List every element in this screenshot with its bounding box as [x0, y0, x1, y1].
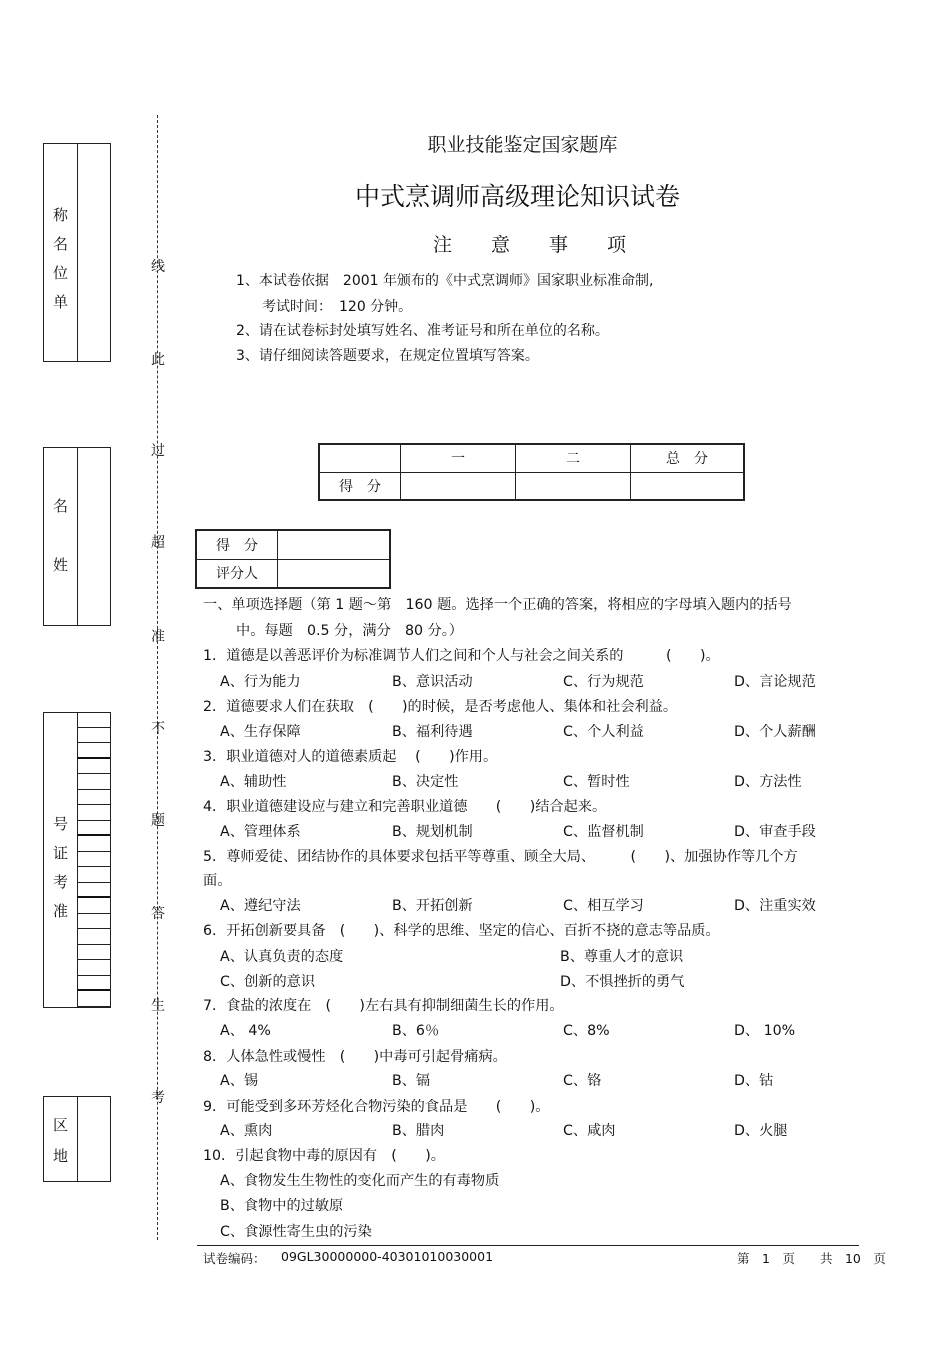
seal-char: 生 — [151, 998, 165, 1014]
question-5-cont: 面。 — [203, 873, 232, 889]
option-c: C、暂时性 — [563, 774, 630, 790]
grader-table: 得 分 评分人 — [195, 529, 391, 589]
question-8: 8．人体急性或慢性 ( )中毒可引起骨痛病。 — [203, 1049, 507, 1065]
side-char: 证 — [52, 844, 68, 862]
option-a: A、生存保障 — [220, 724, 301, 740]
question-4: 4．职业道德建设应与建立和完善职业道德 ( )结合起来。 — [203, 799, 607, 815]
option-c: C、相互学习 — [563, 898, 644, 914]
page-number: 第 1 页 共 10 页 — [737, 1251, 886, 1266]
option-a: A、锡 — [220, 1073, 259, 1089]
option-d: D、方法性 — [734, 774, 802, 790]
seal-char: 此 — [151, 352, 165, 368]
footer-divider — [197, 1245, 859, 1246]
option-a: A、遵纪守法 — [220, 898, 301, 914]
option-c: C、创新的意识 — [220, 974, 316, 990]
question-2: 2．道德要求人们在获取 ( )的时候，是否考虑他人、集体和社会利益。 — [203, 699, 678, 715]
option-d: D、审查手段 — [734, 824, 816, 840]
option-b: B、镉 — [392, 1073, 431, 1089]
question-3: 3．职业道德对人的道德素质起 ( )作用。 — [203, 749, 498, 765]
question-7: 7．食盐的浓度在 ( )左右具有抑制细菌生长的作用。 — [203, 998, 564, 1014]
name-box — [43, 447, 111, 626]
seal-char: 题 — [151, 813, 165, 829]
seal-char: 线 — [151, 259, 165, 275]
side-char: 名 — [52, 235, 68, 253]
option-b: B、规划机制 — [392, 824, 473, 840]
option-b: B、腊肉 — [392, 1123, 445, 1139]
question-1: 1．道德是以善恶评价为标准调节人们之间和个人与社会之间关系的 ( )。 — [203, 648, 720, 664]
question-9: 9．可能受到多环芳烃化合物污染的食品是 ( )。 — [203, 1099, 550, 1115]
option-c: C、监督机制 — [563, 824, 644, 840]
side-char: 号 — [52, 815, 68, 833]
option-b: B、开拓创新 — [392, 898, 473, 914]
option-c: C、个人利益 — [563, 724, 644, 740]
option-d: D、钴 — [734, 1073, 774, 1089]
option-a: A、辅助性 — [220, 774, 287, 790]
score-cell — [516, 472, 631, 500]
option-c: C、铬 — [563, 1073, 602, 1089]
note-3: 3、请仔细阅读答题要求，在规定位置填写答案。 — [236, 348, 539, 364]
seal-char: 答 — [151, 906, 165, 922]
seal-char: 过 — [151, 443, 165, 459]
total-score-table: 一 二 总 分 得 分 — [318, 443, 745, 501]
option-d: D、 10% — [734, 1023, 796, 1039]
question-6: 6．开拓创新要具备 ( )、科学的思维、坚定的信心、百折不挠的意志等品质。 — [203, 923, 720, 939]
unit-name-box — [43, 143, 111, 362]
option-b: B、尊重人才的意识 — [560, 949, 684, 965]
option-a: A、 4% — [220, 1023, 271, 1039]
option-d: D、火腿 — [734, 1123, 788, 1139]
option-b: B、食物中的过敏原 — [220, 1198, 344, 1214]
option-b: B、决定性 — [392, 774, 459, 790]
side-char: 区 — [52, 1116, 68, 1134]
option-d: D、个人薪酬 — [734, 724, 816, 740]
side-char: 考 — [52, 873, 68, 891]
score-row-label: 得 分 — [319, 472, 401, 500]
side-char: 准 — [52, 902, 68, 920]
option-a: A、食物发生生物性的变化而产生的有毒物质 — [220, 1173, 500, 1189]
question-bank-title: 职业技能鉴定国家题库 — [427, 134, 618, 156]
side-char: 名 — [52, 497, 68, 515]
option-a: A、认真负责的态度 — [220, 949, 344, 965]
option-b: B、福利待遇 — [392, 724, 473, 740]
question-10: 10．引起食物中毒的原因有 ( )。 — [203, 1148, 445, 1164]
exam-number-grid — [77, 712, 110, 1007]
seal-char: 考 — [151, 1090, 165, 1106]
side-char: 地 — [52, 1147, 68, 1165]
exam-title: 中式烹调师高级理论知识试卷 — [354, 182, 680, 211]
side-char: 位 — [52, 264, 68, 282]
note-1: 1、本试卷依据 2001 年颁布的《中式烹调师》国家职业标准命制, — [236, 273, 654, 289]
note-2: 2、请在试卷标封处填写姓名、准考证号和所在单位的名称。 — [236, 323, 609, 339]
option-b: B、6％ — [392, 1023, 440, 1039]
seal-char: 准 — [151, 629, 165, 645]
option-b: B、意识活动 — [392, 674, 473, 690]
note-1-time: 考试时间： 120 分钟。 — [262, 299, 413, 315]
seal-line — [157, 115, 158, 1240]
side-char: 称 — [52, 206, 68, 224]
option-c: C、食源性寄生虫的污染 — [220, 1224, 372, 1240]
side-char: 姓 — [52, 556, 68, 574]
option-a: A、管理体系 — [220, 824, 301, 840]
option-d: D、言论规范 — [734, 674, 816, 690]
section-instruction-2: 中。每题 0.5 分，满分 80 分。） — [236, 623, 463, 639]
option-c: C、行为规范 — [563, 674, 644, 690]
option-d: D、注重实效 — [734, 898, 816, 914]
paper-code-label: 试卷编码： — [203, 1251, 266, 1266]
option-d: D、不惧挫折的勇气 — [560, 974, 685, 990]
option-a: A、熏肉 — [220, 1123, 273, 1139]
seal-char: 超 — [151, 535, 165, 551]
option-c: C、8% — [563, 1023, 610, 1039]
notice-heading: 注 意 事 项 — [433, 234, 627, 256]
side-char: 单 — [52, 293, 68, 311]
paper-code: 09GL30000000-40301010030001 — [281, 1249, 494, 1264]
score-cell — [631, 472, 745, 500]
question-5: 5．尊师爱徒、团结协作的具体要求包括平等尊重、顾全大局、 ( )、加强协作等几个方 — [203, 849, 798, 865]
region-box — [43, 1096, 111, 1182]
section-instruction: 一、单项选择题（第 1 题～第 160 题。选择一个正确的答案，将相应的字母填入题内的括号 — [203, 597, 792, 613]
score-cell — [401, 472, 516, 500]
option-a: A、行为能力 — [220, 674, 301, 690]
seal-char: 不 — [151, 721, 165, 737]
option-c: C、咸肉 — [563, 1123, 616, 1139]
